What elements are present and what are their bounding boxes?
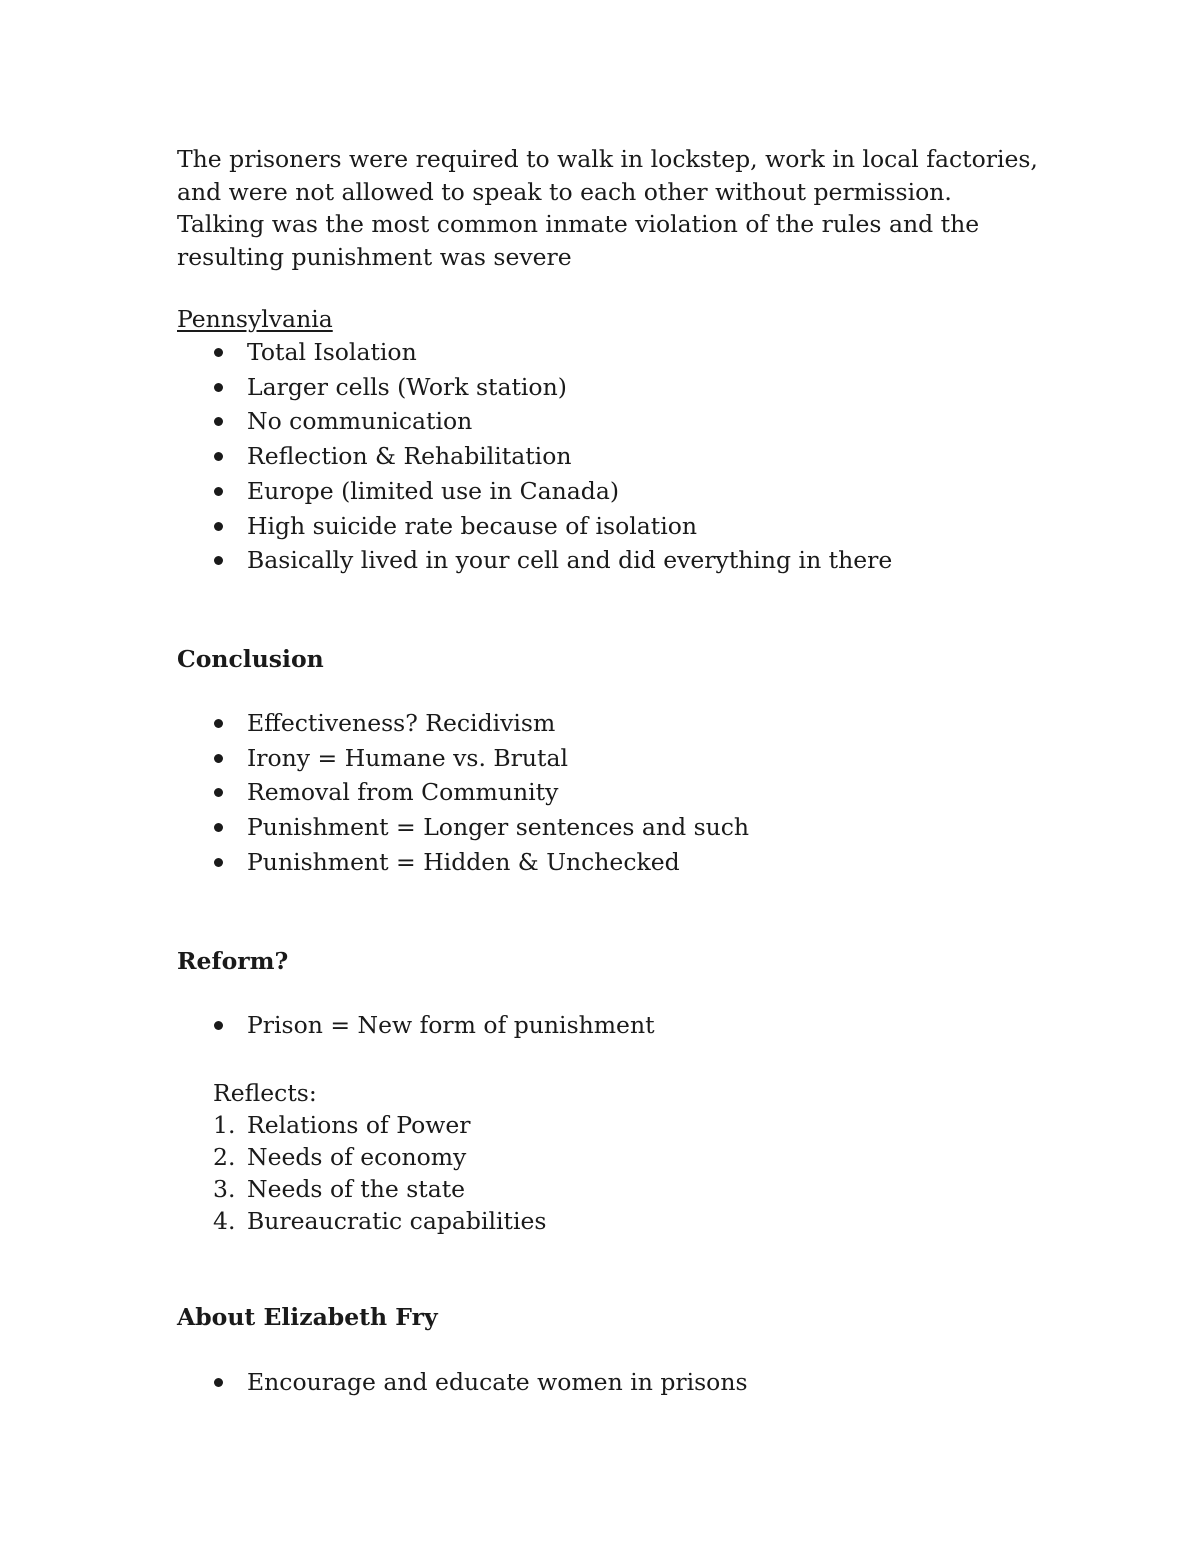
list-item bbox=[177, 810, 749, 845]
reflects-label: Reflects: bbox=[213, 1079, 317, 1107]
numbered-item bbox=[177, 1141, 546, 1173]
list-item bbox=[177, 1008, 655, 1043]
list-item-text: Punishment = Hidden & Unchecked bbox=[247, 847, 680, 876]
list-item bbox=[177, 845, 749, 880]
elizabeth-fry-heading: About Elizabeth Fry bbox=[177, 1303, 438, 1331]
intro-line: Talking was the most common inmate violation of the rules and the bbox=[177, 210, 980, 238]
bullet-icon bbox=[214, 556, 223, 565]
item-number: 2. bbox=[213, 1143, 236, 1171]
elizabeth-fry-list bbox=[177, 1365, 748, 1400]
numbered-item bbox=[177, 1109, 546, 1141]
bullet-icon bbox=[214, 1021, 223, 1030]
bullet-icon bbox=[214, 719, 223, 728]
list-item-text: No communication bbox=[247, 407, 473, 436]
conclusion-heading: Conclusion bbox=[177, 645, 324, 673]
list-item bbox=[177, 370, 892, 405]
list-item bbox=[177, 543, 892, 578]
list-item-text: Encourage and educate women in prisons bbox=[247, 1368, 748, 1396]
numbered-item-text: Needs of economy bbox=[247, 1143, 467, 1171]
pennsylvania-title: Pennsylvania bbox=[177, 305, 333, 333]
bullet-icon bbox=[214, 1378, 223, 1387]
list-item bbox=[177, 509, 892, 544]
list-item bbox=[177, 741, 749, 776]
list-item bbox=[177, 706, 749, 741]
list-item-text: Prison = New form of punishment bbox=[247, 1011, 655, 1039]
item-number: 4. bbox=[213, 1207, 236, 1235]
numbered-item-text: Relations of Power bbox=[247, 1111, 471, 1139]
intro-paragraph bbox=[177, 143, 1057, 273]
list-item-text: Europe (limited use in Canada) bbox=[247, 476, 620, 505]
bullet-icon bbox=[214, 487, 223, 496]
list-item-text: Reflection & Rehabilitation bbox=[247, 442, 572, 471]
list-item bbox=[177, 775, 749, 810]
list-item-text: Larger cells (Work station) bbox=[247, 372, 567, 401]
list-item bbox=[177, 335, 892, 370]
numbered-item-text: Bureaucratic capabilities bbox=[247, 1207, 547, 1235]
bullet-icon bbox=[214, 383, 223, 392]
numbered-item-text: Needs of the state bbox=[247, 1175, 466, 1203]
list-item-text: Effectiveness? Recidivism bbox=[247, 709, 556, 737]
intro-line: The prisoners were required to walk in lockstep, work in local factories, bbox=[177, 145, 1038, 173]
list-item-text: Irony = Humane vs. Brutal bbox=[247, 743, 569, 772]
numbered-item bbox=[177, 1205, 546, 1237]
item-number: 3. bbox=[213, 1175, 236, 1203]
list-item-text: Basically lived in your cell and did everything in there bbox=[247, 546, 893, 575]
bullet-icon bbox=[214, 452, 223, 461]
bullet-icon bbox=[214, 754, 223, 763]
bullet-icon bbox=[214, 788, 223, 797]
pennsylvania-list bbox=[177, 335, 892, 578]
bullet-icon bbox=[214, 417, 223, 426]
conclusion-list bbox=[177, 706, 749, 880]
item-number: 1. bbox=[213, 1111, 236, 1139]
numbered-item bbox=[177, 1173, 546, 1205]
list-item bbox=[177, 439, 892, 474]
reform-list bbox=[177, 1008, 655, 1043]
bullet-icon bbox=[214, 858, 223, 867]
reflects-numbered-list bbox=[177, 1109, 546, 1237]
list-item bbox=[177, 474, 892, 509]
intro-line: resulting punishment was severe bbox=[177, 242, 572, 271]
bullet-icon bbox=[214, 348, 223, 357]
list-item-text: High suicide rate because of isolation bbox=[247, 511, 698, 540]
list-item-text: Removal from Community bbox=[247, 778, 559, 807]
reform-heading: Reform? bbox=[177, 947, 289, 975]
bullet-icon bbox=[214, 522, 223, 531]
intro-line: and were not allowed to speak to each other without permission. bbox=[177, 177, 952, 206]
list-item bbox=[177, 1365, 748, 1400]
list-item bbox=[177, 404, 892, 439]
bullet-icon bbox=[214, 823, 223, 832]
list-item-text: Punishment = Longer sentences and such bbox=[247, 813, 750, 842]
list-item-text: Total Isolation bbox=[247, 338, 417, 366]
